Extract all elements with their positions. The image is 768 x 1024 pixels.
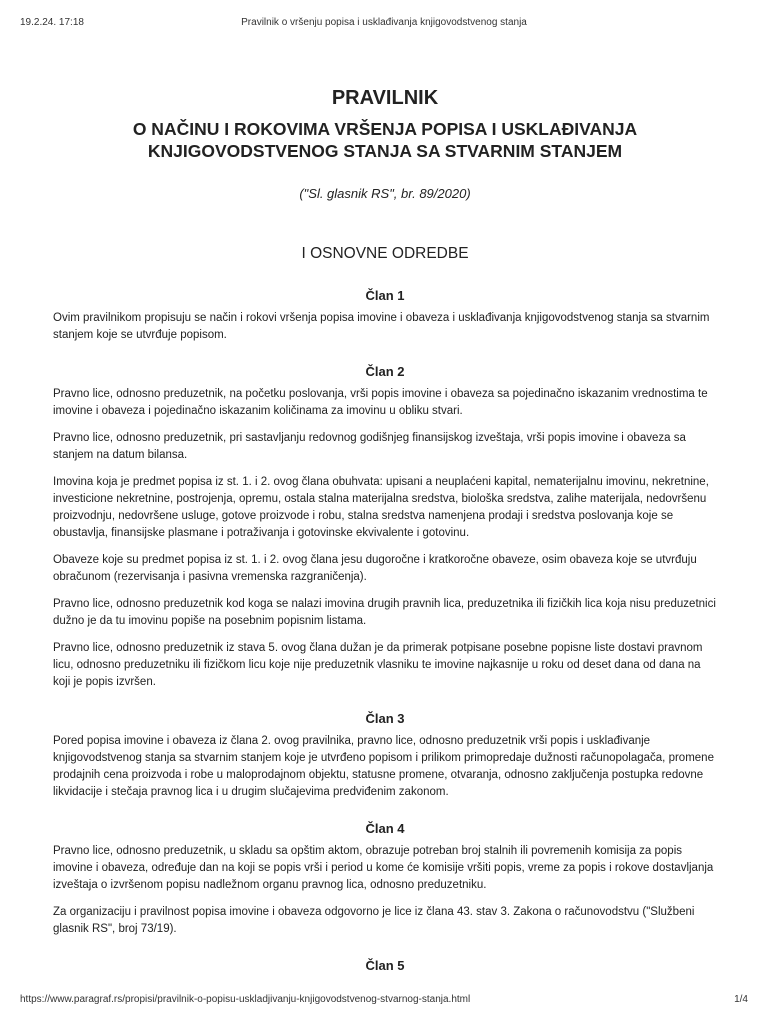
print-datetime: 19.2.24. 17:18	[20, 17, 84, 28]
article-2-paragraph-5: Pravno lice, odnosno preduzetnik kod koga se nalazi imovina drugih pravnih lica, preduzetnika ili fizičkih lica koja nisu preduzetnici dužno je da tu imovinu popiše na posebnim popisnim listama.	[53, 598, 716, 627]
article-4-paragraph-2: Za organizaciju i pravilnost popisa imovine i obaveza odgovorno je lice iz člana 43. stav 3. Zakona o računovodstvu ("Službeni glasnik RS", broj 73/19).	[53, 906, 695, 935]
section-title: I OSNOVNE ODREDBE	[301, 245, 469, 262]
article-2-paragraph-1: Pravno lice, odnosno preduzetnik, na početku poslovanja, vrši popis imovine i obaveza sa pojedinačno iskazanim vrednostima te imovine i obaveza i pojedinačno iskazanim količinama za imovinu u obliku stvari.	[53, 388, 708, 417]
article-heading-5: Član 5	[365, 958, 405, 973]
document-subtitle	[53, 118, 717, 162]
article-4-paragraph-1: Pravno lice, odnosno preduzetnik, u skladu sa opštim aktom, obrazuje potreban broj stalnih ili povremenih komisija za popis imovine i obaveza, određuje dan na koji se popis vrši i period u kome će komisije vršiti popis, vreme za popis i rokove dostavljanja izveštaja o izvršenom popisu nadležnom organu pravnog lica, odnosno preduzetniku.	[53, 845, 714, 891]
print-header	[20, 17, 748, 31]
document-content	[53, 86, 717, 974]
page-number: 1/4	[734, 994, 748, 1005]
article-heading-1: Član 1	[365, 288, 405, 303]
document-subtitle-line-2: KNJIGOVODSTVENOG STANJA SA STVARNIM STANJEM	[147, 141, 623, 161]
article-heading-4: Član 4	[365, 821, 405, 836]
gazette-reference: ("Sl. glasnik RS", br. 89/2020)	[299, 186, 471, 201]
print-footer	[20, 994, 748, 1008]
page-url: https://www.paragraf.rs/propisi/pravilnik-o-popisu-uskladjivanju-knjigovodstvenog-stvarnog-stanja.html	[20, 994, 471, 1005]
article-2-paragraph-3: Imovina koja je predmet popisa iz st. 1. i 2. ovog člana obuhvata: upisani a neuplaćeni kapital, nematerijalnu imovinu, nekretnine, investicione nekretnine, postrojenja, opremu, ostala stalna materijalna sredstva, biološka sredstva, zalihe materijala, nedovršenu proizvodnju, nedovršene usluge, gotove proizvode i robu, stalna sredstva namenjena prodaji i sredstva poslovanja koje se obustavlja, finansijske plasmane i potraživanja i gotovinske ekvivalente i gotovinu.	[53, 476, 709, 539]
article-3-paragraph-1: Pored popisa imovine i obaveza iz člana 2. ovog pravilnika, pravno lice, odnosno preduzetnik vrši popis i usklađivanje knjigovodstvenog stanja sa stvarnim stanjem koje je utvrđeno popisom i prilikom primopredaje dužnosti računopolagača, promene prodajnih cena proizvoda i robe u maloprodajnom objektu, statusne promene, otvaranja, odnosno zaključenja postupka redovne likvidacije i stečaja pravnog lica i u drugim slučajevima predviđenim zakonom.	[53, 735, 714, 798]
article-heading-3: Član 3	[365, 711, 405, 726]
document-subtitle-line-1: O NAČINU I ROKOVIMA VRŠENJA POPISA I USKLAĐIVANJA	[132, 119, 638, 139]
print-page-title: Pravilnik o vršenju popisa i usklađivanja knjigovodstvenog stanja	[241, 17, 527, 28]
article-2-paragraph-4: Obaveze koje su predmet popisa iz st. 1. i 2. ovog člana jesu dugoročne i kratkoročne obaveze, osim obaveza koje se utvrđuju obračunom (rezervisanja i pasivna vremenska razgraničenja).	[53, 554, 697, 583]
document-title: PRAVILNIK	[331, 87, 439, 109]
article-2-paragraph-6: Pravno lice, odnosno preduzetnik iz stava 5. ovog člana dužan je da primerak potpisane posebne popisne liste dostavi pravnom licu, odnosno preduzetniku ili fizičkom licu koje nije preduzetnik vlasniku te imovine najkasnije u roku od deset dana od dana na koji je popis izvršen.	[53, 642, 703, 688]
article-1-paragraph-1: Ovim pravilnikom propisuju se način i rokovi vršenja popisa imovine i obaveza i usklađivanja knjigovodstvenog stanja sa stvarnim stanjem koje se utvrđuje popisom.	[53, 312, 710, 341]
article-heading-2: Član 2	[365, 364, 405, 379]
article-2-paragraph-2: Pravno lice, odnosno preduzetnik, pri sastavljanju redovnog godišnjeg finansijskog izveštaja, vrši popis imovine i obaveza sa stanjem na datum bilansa.	[53, 432, 686, 461]
